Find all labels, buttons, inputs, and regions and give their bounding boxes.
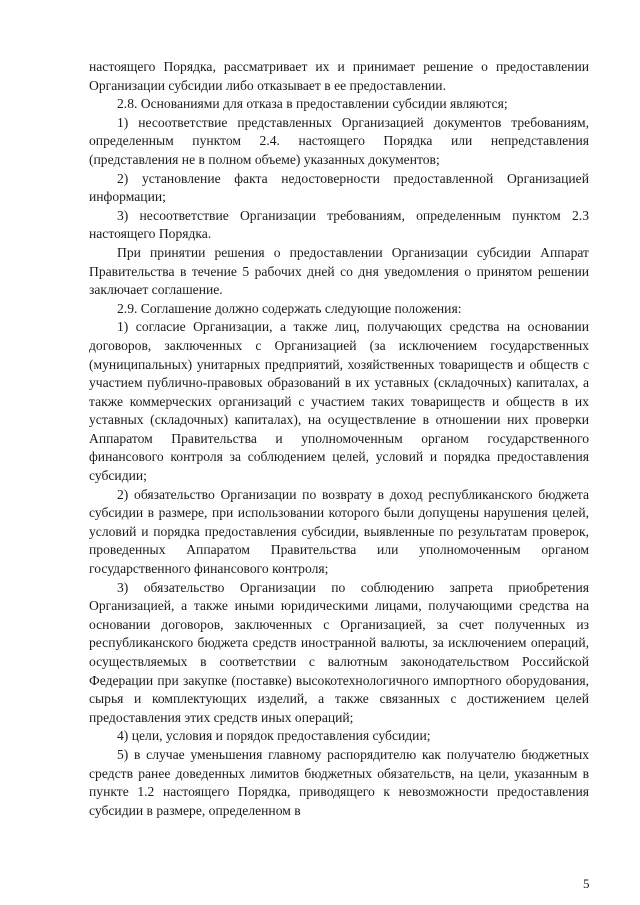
paragraph: 4) цели, условия и порядок предоставления субсидии; — [117, 728, 431, 744]
paragraph: 5) в случае уменьшения главному распорядителю как получателю бюджетных средств ранее доведенных лимитов бюджетных обязательств, на цели, указанным в пункте 1.2 настоящего Порядка, приводящего к невозможности предоставления субсидии в размере, определенном в — [89, 746, 589, 818]
paragraph: 2.9. Соглашение должно содержать следующие положения: — [117, 300, 462, 316]
document-body — [89, 58, 589, 820]
paragraph: 3) несоответствие Организации требованиям, определенным пунктом 2.3 настоящего Порядка. — [89, 207, 589, 242]
paragraph: 2) установление факта недостоверности предоставленной Организацией информации; — [89, 170, 589, 205]
paragraph: 1) согласие Организации, а также лиц, получающих средства на основании договоров, заключенных с Организацией (за исключением государственных (муниципальных) унитарных предприятий, хозяйственных товариществ и обществ с участием публично-правовых образований в их уставных (складочных) капиталах, а также коммерческих организаций с участием таких товариществ и обществ в их уставных (складочных) капиталах), на осуществление в отношении них проверки Аппаратом Правительства и уполномоченным органом государственного финансового контроля за соблюдением целей, условий и порядка предоставления субсидии; — [89, 319, 589, 484]
paragraph: 2) обязательство Организации по возврату в доход республиканского бюджета субсидии в размере, при использовании которого были допущены нарушения целей, условий и порядка предоставления субсидии, выявленные по результатам проверок, проведенных Аппаратом Правительства или уполномоченным органом государственного финансового контроля; — [89, 486, 589, 577]
page-number: 5 — [583, 876, 590, 891]
paragraph: 3) обязательство Организации по соблюдению запрета приобретения Организацией, а также иными юридическими лицами, получающими средства на основании договоров, заключенных с Организацией, за счет полученных из республиканского бюджета средств иностранной валюты, за исключением операций, осуществляемых в соответствии с валютным законодательством Российской Федерации при закупке (поставке) высокотехнологичного импортного оборудования, сырья и комплектующих изделий, а также связанных с достижением целей предоставления этих средств иных операций; — [89, 579, 589, 725]
paragraph: 1) несоответствие представленных Организацией документов требованиям, определенным пунктом 2.4. настоящего Порядка или непредставления (представления не в полном объеме) указанных документов; — [89, 114, 589, 167]
paragraph: При принятии решения о предоставлении Организации субсидии Аппарат Правительства в течение 5 рабочих дней со дня уведомления о принятом решении заключает соглашение. — [89, 244, 589, 298]
paragraph: настоящего Порядка, рассматривает их и принимает решение о предоставлении Организации субсидии либо отказывает в ее предоставлении. — [89, 59, 589, 93]
paragraph: 2.8. Основаниями для отказа в предоставлении субсидии являются; — [117, 96, 508, 112]
